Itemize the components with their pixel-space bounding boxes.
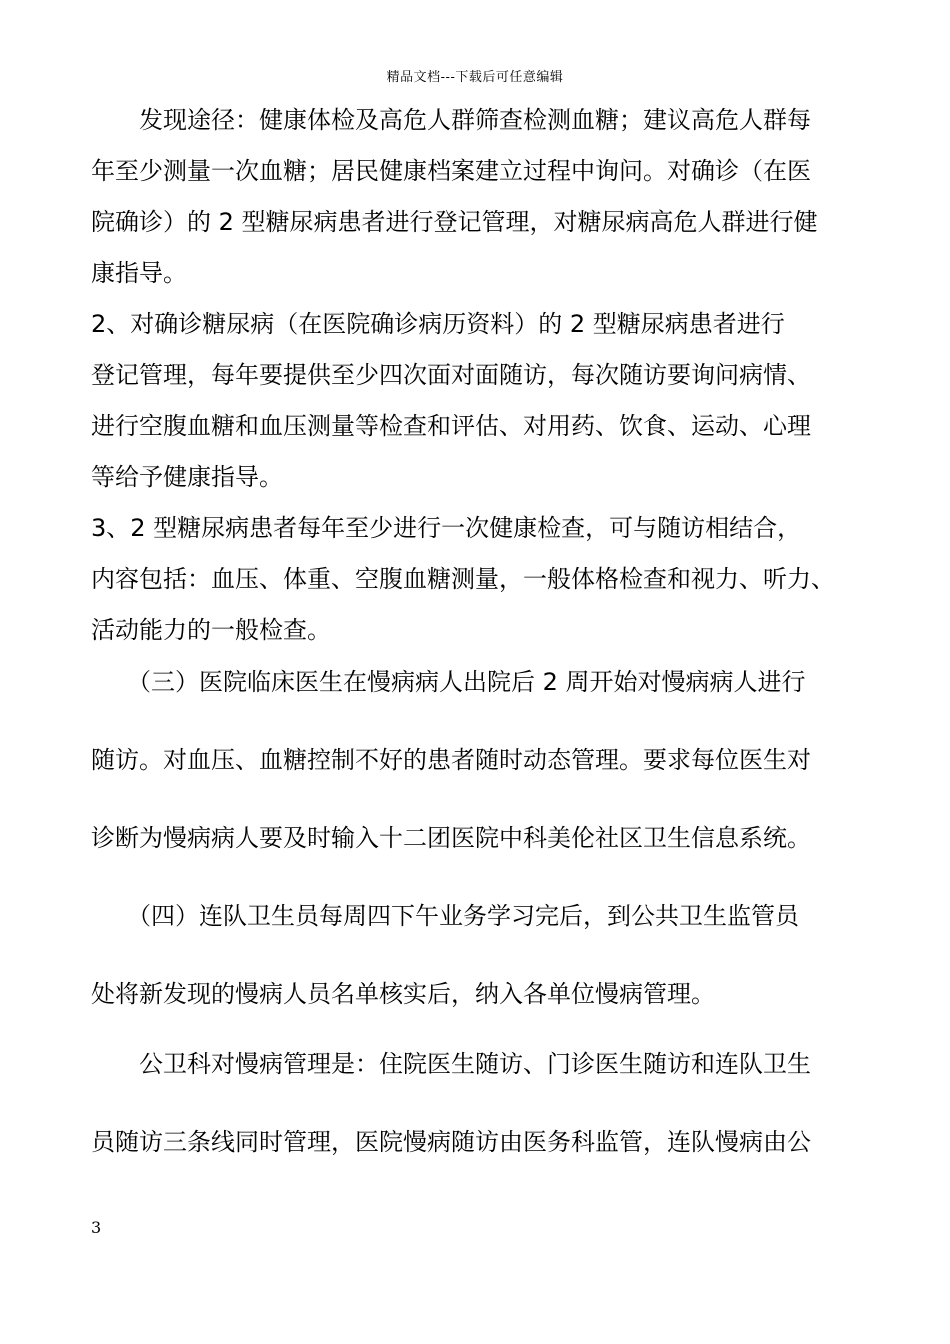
text-line: 3、2 型糖尿病患者每年至少进行一次健康检查，可与随访相结合， bbox=[91, 514, 802, 542]
paragraph-item-2 bbox=[91, 299, 861, 503]
text-line: （三）医院临床医生在慢病病人出院后 2 周开始对慢病病人进行 bbox=[91, 668, 806, 696]
text-line: 院确诊）的 2 型糖尿病患者进行登记管理，对糖尿病高危人群进行健 bbox=[91, 208, 818, 236]
page-number: 3 bbox=[91, 1218, 102, 1237]
text-line: 公卫科对慢病管理是：住院医生随访、门诊医生随访和连队卫生 bbox=[91, 1050, 811, 1078]
text-line: 登记管理，每年要提供至少四次面对面随访，每次随访要询问病情、 bbox=[91, 361, 811, 389]
text-line: 活动能力的一般检查。 bbox=[91, 616, 331, 644]
text-line: 处将新发现的慢病人员名单核实后，纳入各单位慢病管理。 bbox=[91, 980, 715, 1008]
text-line: （四）连队卫生员每周四下午业务学习完后，到公共卫生监管员 bbox=[91, 902, 799, 930]
paragraph-section-4 bbox=[91, 877, 861, 1033]
page-header: 精品文档---下载后可任意编辑 bbox=[386, 70, 564, 85]
paragraph-public-health bbox=[91, 1025, 861, 1181]
paragraph-section-3 bbox=[91, 643, 861, 877]
text-line: 等给予健康指导。 bbox=[91, 463, 283, 491]
text-line: 2、对确诊糖尿病（在医院确诊病历资料）的 2 型糖尿病患者进行 bbox=[91, 310, 785, 338]
text-line: 员随访三条线同时管理，医院慢病随访由医务科监管，连队慢病由公 bbox=[91, 1128, 811, 1156]
paragraph-discovery bbox=[91, 95, 861, 299]
text-line: 康指导。 bbox=[91, 259, 187, 287]
text-line: 进行空腹血糖和血压测量等检查和评估、对用药、饮食、运动、心理 bbox=[91, 412, 811, 440]
text-line: 随访。对血压、血糖控制不好的患者随时动态管理。要求每位医生对 bbox=[91, 746, 811, 774]
text-line: 内容包括：血压、体重、空腹血糖测量，一般体格检查和视力、听力、 bbox=[91, 565, 835, 593]
text-line: 年至少测量一次血糖；居民健康档案建立过程中询问。对确诊（在医 bbox=[91, 157, 811, 185]
text-line: 诊断为慢病病人要及时输入十二团医院中科美伦社区卫生信息系统。 bbox=[91, 824, 811, 852]
text-line: 发现途径：健康体检及高危人群筛查检测血糖；建议高危人群每 bbox=[91, 106, 811, 134]
paragraph-item-3 bbox=[91, 503, 861, 656]
